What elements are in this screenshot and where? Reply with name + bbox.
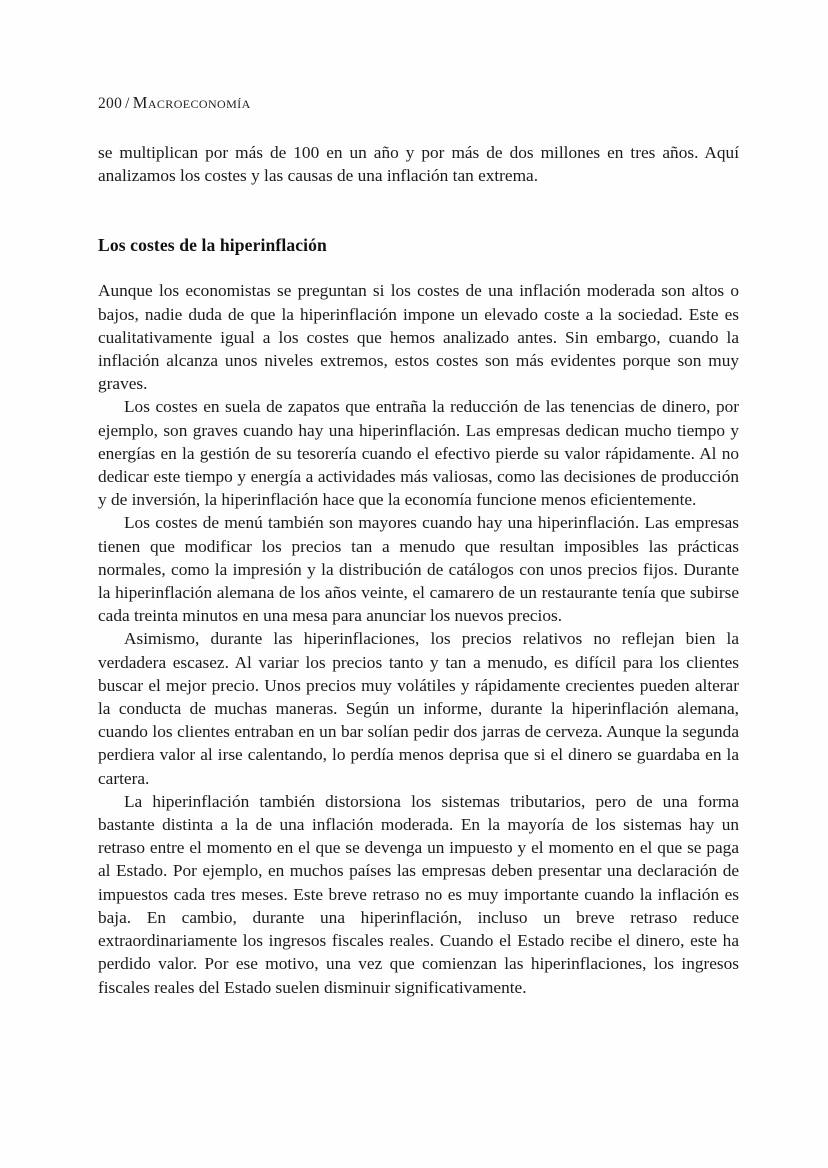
intro-paragraph: se multiplican por más de 100 en un año y por más de dos millones en tres años. Aquí analizamos los costes y las causas de una inflación tan extrema.: [98, 143, 739, 186]
section-heading: Los costes de la hiperinflación: [98, 235, 327, 256]
spacer-before-heading: [98, 187, 739, 234]
spacer-after-heading: [98, 257, 739, 279]
body-text-block: [98, 141, 739, 999]
body-paragraph-3: Los costes de menú también son mayores cuando hay una hiperinflación. Las empresas tienen que modificar los precios tan a menudo que resultan imposibles las prácticas normales, como la impresión y la distribución de catálogos con unos precios fijos. Durante la hiperinflación alemana de los años veinte, el camarero de un restaurante tenía que subirse cada treinta minutos en una mesa para anunciar los nuevos precios.: [98, 513, 739, 626]
running-header: [98, 93, 251, 113]
book-title: Macroeconomía: [132, 93, 251, 112]
body-paragraph-4: Asimismo, durante las hiperinflaciones, los precios relativos no reflejan bien la verdadera escasez. Al variar los precios tanto y tan a menudo, es difícil para los clientes buscar el mejor precio. Unos precios muy volátiles y rápidamente crecientes pueden alterar la conducta de muchas maneras. Según un informe, durante la hiperinflación alemana, cuando los clientes entraban en un bar solían pedir dos jarras de cerveza. Aunque la segunda perdiera valor al irse calentando, lo perdía menos deprisa que si el dinero se guardaba en la cartera.: [98, 629, 739, 788]
body-paragraph-5: La hiperinflación también distorsiona los sistemas tributarios, pero de una forma bastante distinta a la de una inflación moderada. En la mayoría de los sistemas hay un retraso entre el momento en el que se devenga un impuesto y el momento en el que se paga al Estado. Por ejemplo, en muchos países las empresas deben presentar una declaración de impuestos cada tres meses. Este breve retraso no es muy importante cuando la inflación es baja. En cambio, durante una hiperinflación, incluso un breve retraso reduce extraordinariamente los ingresos fiscales reales. Cuando el Estado recibe el dinero, este ha perdido valor. Por ese motivo, una vez que comienzan las hiperinflaciones, los ingresos fiscales reales del Estado suelen disminuir significativamente.: [98, 791, 739, 997]
page-number: 200: [98, 95, 123, 112]
body-paragraph-1: Aunque los economistas se preguntan si los costes de una inflación moderada son altos o bajos, nadie duda de que la hiperinflación impone un elevado coste a la sociedad. Este es cualitativamente igual a los costes que hemos analizado antes. Sin embargo, cuando la inflación alcanza unos niveles extremos, estos costes son más evidentes porque son muy graves.: [98, 281, 739, 394]
body-paragraph-2: Los costes en suela de zapatos que entraña la reducción de las tenencias de dinero, por ejemplo, son graves cuando hay una hiperinflación. Las empresas dedican mucho tiempo y energías en la gestión de su tesorería cuando el efectivo pierde su valor rápidamente. Al no dedicar este tiempo y energía a actividades más valiosas, como las decisiones de producción y de inversión, la hiperinflación hace que la economía funcione menos eficientemente.: [98, 397, 739, 510]
header-separator: /: [125, 95, 130, 112]
